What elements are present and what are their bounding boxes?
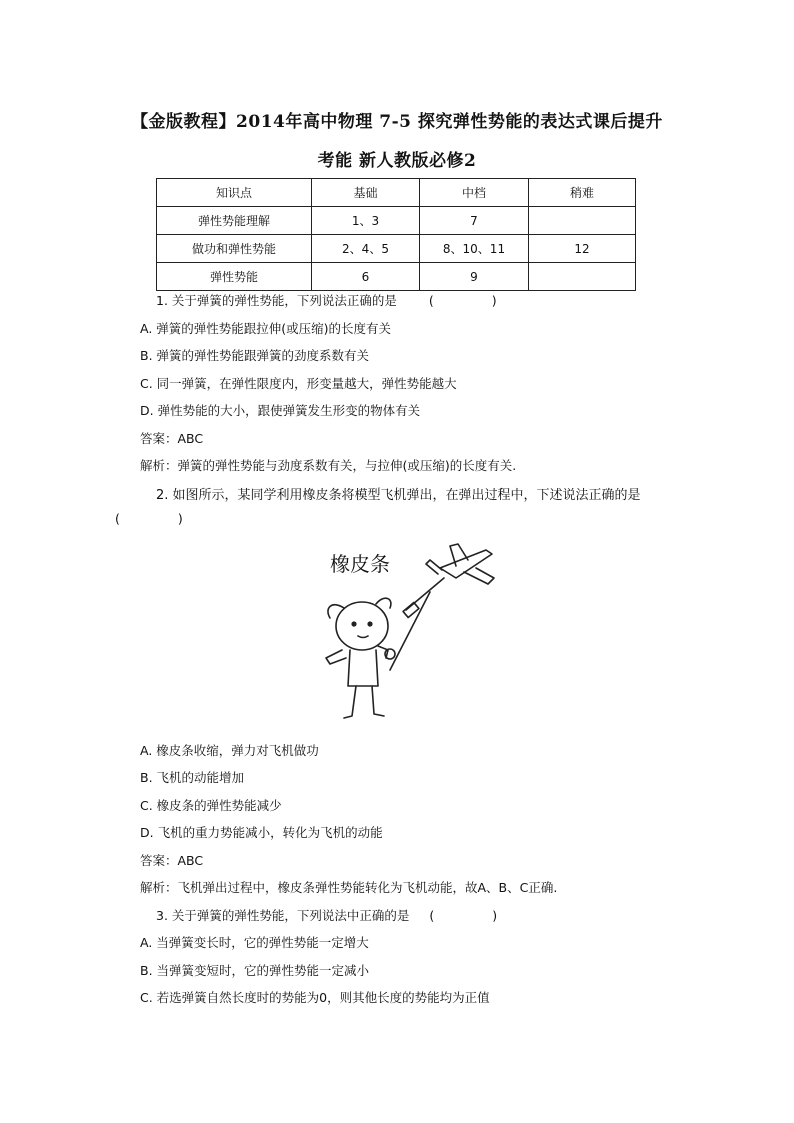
table-cell: 12 (529, 235, 636, 263)
q2-stem: 2. 如图所示，某同学利用橡皮条将模型飞机弹出，在弹出过程中，下述说法正确的是 (156, 488, 641, 503)
document-title-line2: 考能 新人教版必修2 (317, 151, 477, 171)
airplane-tail (426, 560, 442, 574)
q2-option-b: B. 飞机的动能增加 (140, 770, 245, 785)
table-header: 中档 (420, 179, 529, 207)
q2-option-a: A. 橡皮条收缩，弹力对飞机做功 (140, 743, 319, 758)
q2-paren-line (115, 511, 183, 526)
rubber-band-grip (403, 602, 419, 617)
table-header: 知识点 (157, 179, 312, 207)
q1-option-b: B. 弹簧的弹性势能跟弹簧的劲度系数有关 (140, 348, 370, 363)
q1-stem: 1. 关于弹簧的弹性势能，下列说法正确的是 (156, 293, 397, 308)
q3-option-a: A. 当弹簧变长时，它的弹性势能一定增大 (140, 935, 369, 950)
launcher-stick (390, 592, 430, 670)
q1-paren-open: ( (428, 293, 434, 308)
table-cell: 弹性势能理解 (157, 207, 312, 235)
table-row (157, 207, 636, 235)
table-cell: 6 (312, 263, 420, 291)
right-arm (378, 646, 388, 658)
table-header: 稍难 (529, 179, 636, 207)
table-cell (529, 263, 636, 291)
q2-paren-close: ) (177, 511, 183, 526)
table-header-row (157, 179, 636, 207)
q3-option-c: C. 若选弹簧自然长度时的势能为0，则其他长度的势能均为正值 (140, 990, 490, 1005)
table-header: 基础 (312, 179, 420, 207)
q2-answer: 答案：ABC (140, 853, 204, 868)
q3-stem-line (156, 906, 497, 924)
left-arm (326, 650, 346, 664)
table-cell: 1、3 (312, 207, 420, 235)
q2-option-d: D. 飞机的重力势能减小，转化为飞机的动能 (140, 825, 383, 840)
table-cell: 2、4、5 (312, 235, 420, 263)
table-cell: 7 (420, 207, 529, 235)
q3-paren-close: ) (492, 908, 498, 923)
airplane-launch-figure (318, 538, 518, 728)
child-body (348, 650, 378, 686)
q1-paren-close: ) (491, 293, 497, 308)
table-row (157, 235, 636, 263)
child-head (336, 602, 388, 650)
right-eye (368, 622, 372, 626)
q2-option-c: C. 橡皮条的弹性势能减少 (140, 798, 282, 813)
table-cell: 做功和弹性势能 (157, 235, 312, 263)
table-cell: 9 (420, 263, 529, 291)
right-leg (372, 686, 384, 716)
q2-analysis: 解析：飞机弹出过程中，橡皮条弹性势能转化为飞机动能，故A、B、C正确. (140, 880, 558, 895)
q1-stem-line (156, 291, 497, 309)
table-cell: 弹性势能 (157, 263, 312, 291)
knowledge-table (156, 178, 636, 291)
table-cell (529, 207, 636, 235)
left-leg (344, 686, 356, 718)
q1-answer: 答案：ABC (140, 431, 204, 446)
q3-option-b: B. 当弹簧变短时，它的弹性势能一定减小 (140, 963, 370, 978)
q1-option-c: C. 同一弹簧，在弹性限度内，形变量越大，弹性势能越大 (140, 376, 457, 391)
table-cell: 8、10、11 (420, 235, 529, 263)
q3-stem: 3. 关于弹簧的弹性势能，下列说法中正确的是 (156, 908, 410, 923)
q2-paren-open: ( (115, 511, 120, 526)
table-row (157, 263, 636, 291)
mouth (358, 636, 368, 638)
figure-label-rubber-band: 橡皮条 (330, 552, 390, 576)
q1-option-a: A. 弹簧的弹性势能跟拉伸(或压缩)的长度有关 (140, 321, 392, 336)
q1-option-d: D. 弹性势能的大小，跟使弹簧发生形变的物体有关 (140, 403, 421, 418)
q3-paren-open: ( (429, 908, 435, 923)
document-title-line1: 【金版教程】2014年高中物理 7-5 探究弹性势能的表达式课后提升 (131, 112, 663, 132)
left-eye (352, 622, 356, 626)
q1-analysis: 解析：弹簧的弹性势能与劲度系数有关，与拉伸(或压缩)的长度有关. (140, 458, 517, 473)
